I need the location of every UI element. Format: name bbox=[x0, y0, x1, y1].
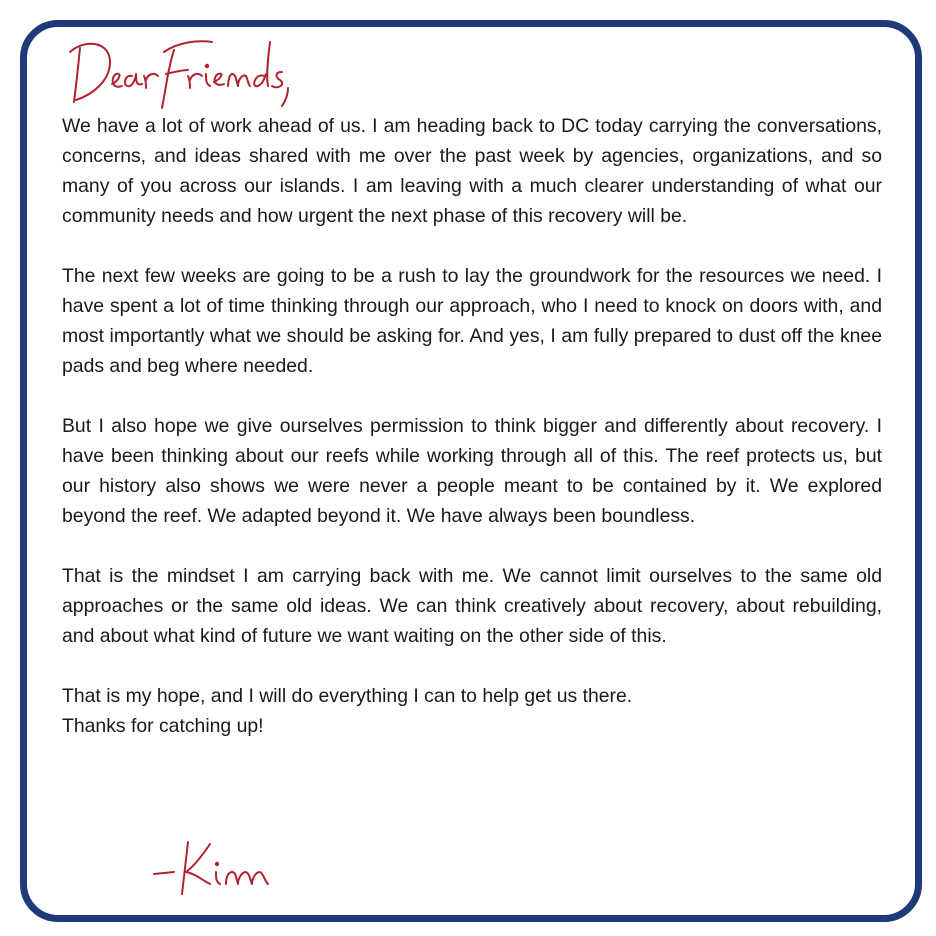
salutation-script bbox=[66, 28, 306, 114]
signature-script bbox=[150, 834, 280, 898]
letter-body bbox=[62, 111, 882, 741]
closing bbox=[62, 681, 882, 741]
closing-line-2: Thanks for catching up! bbox=[62, 715, 264, 737]
closing-line-1: That is my hope, and I will do everything I can to help get us there. bbox=[62, 685, 633, 707]
paragraph-1: We have a lot of work ahead of us. I am heading back to DC today carrying the conversations, concerns, and ideas shared with me over the past week by agencies, organizations, and so many of you across our islands. I am leaving with a much clearer understanding of what our community needs and how urgent the next phase of this recovery will be. bbox=[62, 115, 882, 227]
paragraph-3: But I also hope we give ourselves permission to think bigger and differently about recovery. I have been thinking about our reefs while working through all of this. The reef protects us, but our history also shows we were never a people meant to be contained by it. We explored beyond the reef. We adapted beyond it. We have always been boundless. bbox=[62, 415, 882, 527]
paragraph-4: That is the mindset I am carrying back with me. We cannot limit ourselves to the same old approaches or the same old ideas. We can think creatively about recovery, about rebuilding, and about what kind of future we want waiting on the other side of this. bbox=[62, 565, 882, 647]
paragraph-2: The next few weeks are going to be a rush to lay the groundwork for the resources we need. I have spent a lot of time thinking through our approach, who I need to knock on doors with, and most importantly what we should be asking for. And yes, I am fully prepared to dust off the knee pads and beg where needed. bbox=[62, 265, 882, 377]
